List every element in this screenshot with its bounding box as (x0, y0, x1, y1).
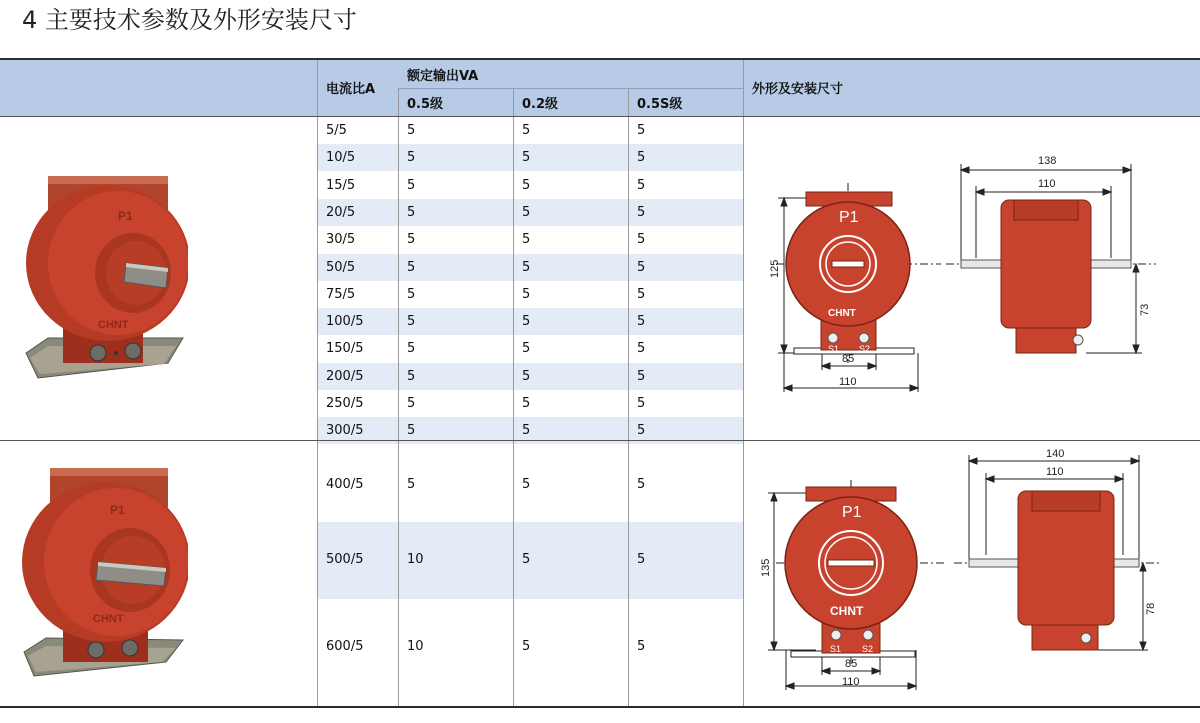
svg-text:CHNT: CHNT (830, 604, 864, 618)
svg-text:110: 110 (1038, 178, 1056, 190)
header-ratio: 电流比A (326, 82, 376, 97)
header-class-0-5: 0.5级 (407, 97, 444, 112)
svg-text:85: 85 (842, 353, 855, 365)
svg-text:110: 110 (842, 676, 860, 688)
table-row (317, 281, 743, 308)
svg-text:CHNT: CHNT (93, 613, 124, 625)
table-row (317, 522, 743, 599)
svg-text:140: 140 (1046, 448, 1065, 460)
value-cell: 5 (407, 423, 416, 439)
header-class-0-2: 0.2级 (522, 97, 559, 112)
svg-text:85: 85 (845, 658, 858, 670)
svg-text:P1: P1 (839, 209, 859, 226)
ratio-cell: 50/5 (326, 259, 356, 275)
value-cell: 5 (637, 204, 646, 220)
header-rated-output: 额定输出VA (407, 69, 479, 84)
ratio-cell: 400/5 (326, 477, 364, 492)
value-cell: 5 (637, 368, 646, 384)
ratio-cell: 20/5 (326, 204, 356, 220)
header-dimensions: 外形及安装尺寸 (752, 82, 844, 97)
product-photo (18, 462, 188, 677)
value-cell: 10 (407, 552, 424, 567)
table-row (317, 254, 743, 281)
svg-text:P1: P1 (118, 209, 133, 223)
table-row (317, 308, 743, 335)
value-cell: 5 (637, 477, 646, 492)
table-row (317, 441, 743, 522)
header-bottom-rule (0, 116, 1200, 117)
value-cell: 5 (522, 396, 531, 411)
ratio-cell: 30/5 (326, 232, 356, 248)
table-row (317, 172, 743, 199)
svg-text:P1: P1 (842, 504, 862, 521)
value-cell: 5 (522, 286, 531, 302)
value-cell: 5 (637, 150, 646, 166)
value-cell: 5 (522, 150, 531, 166)
column-divider (628, 88, 629, 440)
table-row (317, 599, 743, 706)
value-cell: 5 (522, 423, 531, 439)
svg-text:CHNT: CHNT (828, 308, 856, 319)
value-cell: 5 (522, 123, 531, 138)
column-divider (628, 441, 629, 706)
dimension-drawing (756, 148, 1196, 398)
value-cell: 5 (637, 232, 646, 248)
ratio-cell: 250/5 (326, 396, 364, 411)
svg-text:S1: S1 (830, 644, 842, 654)
header-divider (398, 88, 743, 89)
value-cell: 5 (407, 368, 416, 384)
ratio-cell: 100/5 (326, 314, 364, 330)
column-divider (513, 88, 514, 440)
svg-text:CHNT: CHNT (98, 319, 129, 331)
value-cell: 10 (407, 639, 424, 654)
ratio-cell: 600/5 (326, 639, 364, 654)
value-cell: 5 (522, 477, 531, 492)
ratio-cell: 75/5 (326, 286, 356, 302)
value-cell: 5 (407, 259, 416, 275)
value-cell: 5 (637, 259, 646, 275)
svg-text:P1: P1 (110, 503, 125, 517)
column-divider (317, 60, 318, 706)
value-cell: 5 (522, 177, 531, 193)
value-cell: 5 (407, 150, 416, 166)
value-cell: 5 (407, 232, 416, 248)
value-cell: 5 (637, 286, 646, 302)
value-cell: 5 (637, 123, 646, 138)
value-cell: 5 (522, 639, 531, 654)
svg-text:110: 110 (839, 376, 857, 388)
svg-text:S2: S2 (862, 644, 874, 654)
value-cell: 5 (407, 477, 416, 492)
value-cell: 5 (522, 204, 531, 220)
value-cell: 5 (407, 177, 416, 193)
product-photo (18, 168, 188, 383)
table-row (317, 335, 743, 362)
value-cell: 5 (637, 552, 646, 567)
value-cell: 5 (637, 177, 646, 193)
ratio-cell: 15/5 (326, 177, 356, 193)
svg-text:138: 138 (1038, 155, 1057, 167)
value-cell: 5 (522, 232, 531, 248)
column-divider (743, 60, 744, 706)
table-row (317, 390, 743, 417)
header-class-0-5s: 0.5S级 (637, 97, 683, 112)
value-cell: 5 (637, 423, 646, 439)
value-cell: 5 (407, 341, 416, 357)
svg-text:110: 110 (1046, 466, 1064, 478)
svg-text:125: 125 (769, 259, 781, 278)
ratio-cell: 10/5 (326, 150, 356, 166)
column-divider (513, 441, 514, 706)
svg-text:S2: S2 (859, 344, 871, 354)
table-row (317, 117, 743, 144)
value-cell: 5 (407, 314, 416, 330)
value-cell: 5 (522, 368, 531, 384)
ratio-cell: 5/5 (326, 123, 347, 138)
column-divider (398, 441, 399, 706)
value-cell: 5 (637, 396, 646, 411)
table-row (317, 144, 743, 171)
value-cell: 5 (637, 314, 646, 330)
value-cell: 5 (407, 396, 416, 411)
table-row (317, 226, 743, 253)
svg-text:78: 78 (1145, 602, 1157, 615)
value-cell: 5 (637, 341, 646, 357)
value-cell: 5 (522, 259, 531, 275)
ratio-cell: 200/5 (326, 368, 364, 384)
table-row (317, 363, 743, 390)
svg-text:135: 135 (760, 558, 772, 577)
dimension-drawing (756, 445, 1196, 695)
value-cell: 5 (407, 286, 416, 302)
value-cell: 5 (407, 204, 416, 220)
value-cell: 5 (407, 123, 416, 138)
value-cell: 5 (522, 341, 531, 357)
ratio-cell: 150/5 (326, 341, 364, 357)
ratio-cell: 500/5 (326, 552, 364, 567)
value-cell: 5 (637, 639, 646, 654)
ratio-cell: 300/5 (326, 423, 364, 439)
column-divider (398, 88, 399, 440)
value-cell: 5 (522, 552, 531, 567)
svg-text:S1: S1 (828, 344, 840, 354)
table-bottom-rule (0, 706, 1200, 708)
svg-text:73: 73 (1139, 303, 1151, 316)
group-divider (0, 440, 1200, 441)
page-title: 4 主要技术参数及外形安装尺寸 (22, 6, 357, 34)
value-cell: 5 (522, 314, 531, 330)
table-row (317, 199, 743, 226)
